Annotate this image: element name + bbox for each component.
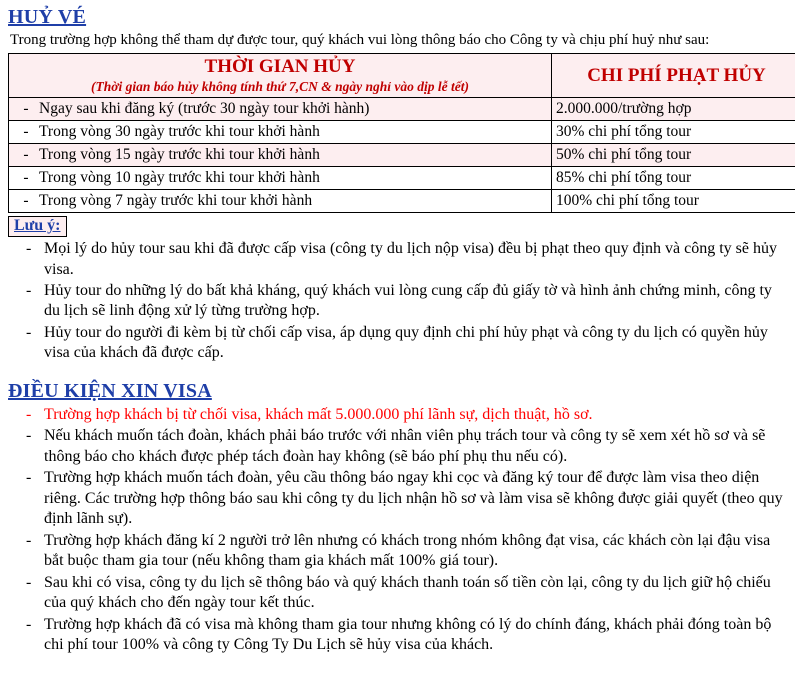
note-label: Lưu ý:	[14, 217, 61, 235]
cell-time	[9, 121, 552, 144]
cell-time	[9, 167, 552, 190]
row-dash: -	[23, 123, 29, 141]
cell-fee: 30% chi phí tổng tour	[552, 121, 795, 144]
cell-fee: 50% chi phí tổng tour	[552, 144, 795, 167]
list-item: - Mọi lý do hủy tour sau khi đã được cấp visa (công ty du lịch nộp visa) đều bị phạt theo quy định và công ty sẽ hủy visa.	[8, 239, 785, 280]
list-item: - Trường hợp khách muốn tách đoàn, yêu cầu thông báo ngay khi cọc và đăng ký tour để được làm visa theo diện riêng. Các trường hợp thông báo sau khi công ty du lịch nhận hồ sơ và làm visa sẽ không được giải quyết (theo quy định lãnh sự).	[8, 468, 785, 529]
list-item: - Trường hợp khách đăng kí 2 người trở lên nhưng có khách trong nhóm không đạt visa, các khách còn lại đậu visa bắt buộc tham gia tour (nếu không tham gia khách mất 100% giá tour).	[8, 531, 785, 572]
cell-fee: 2.000.000/trường hợp	[552, 98, 795, 121]
cell-time-text: Ngay sau khi đăng ký (trước 30 ngày tour khởi hành)	[39, 100, 370, 118]
visa-conditions-section	[8, 380, 785, 656]
column-header-time-sub: (Thời gian báo hủy không tính thứ 7,CN & ngày nghỉ vào dịp lễ tết)	[90, 78, 469, 94]
row-dash: -	[23, 100, 29, 118]
row-dash: -	[23, 192, 29, 210]
cell-time	[9, 144, 552, 167]
list-item: - Hủy tour do những lý do bất khả kháng, quý khách vui lòng cung cấp đủ giấy tờ và hình ảnh chứng minh, công ty du lịch sẽ linh động xử lý từng trường hợp.	[8, 281, 785, 322]
table-body	[9, 98, 795, 213]
cell-time	[9, 190, 552, 213]
cell-time-text: Trong vòng 30 ngày trước khi tour khởi hành	[39, 123, 320, 141]
table-row	[9, 121, 795, 144]
visa-condition-list	[8, 405, 785, 656]
cell-fee: 100% chi phí tổng tour	[552, 190, 795, 213]
list-item: - Trường hợp khách bị từ chối visa, khách mất 5.000.000 phí lãnh sự, dịch thuật, hồ sơ.	[8, 405, 785, 425]
cancellation-fee-table	[8, 53, 795, 213]
table-row	[9, 98, 795, 121]
list-item: - Nếu khách muốn tách đoàn, khách phải báo trước với nhân viên phụ trách tour và công ty sẽ xem xét hồ sơ và sẽ thông báo cho khách được phép tách đoàn hay không (sẽ báo phí phụ thu nếu có).	[8, 426, 785, 467]
column-header-time	[9, 54, 552, 98]
note-label-box	[8, 216, 67, 237]
page-title-visa: ĐIỀU KIỆN XIN VISA	[8, 379, 212, 402]
cell-fee: 85% chi phí tổng tour	[552, 167, 795, 190]
note-section	[8, 216, 785, 364]
page-title-cancellation: HUỶ VÉ	[8, 6, 87, 28]
list-item: - Sau khi có visa, công ty du lịch sẽ thông báo và quý khách thanh toán số tiền còn lại, công ty du lịch giữ hộ chiếu của quý khách cho đến ngày tour kết thúc.	[8, 573, 785, 614]
table-header-row	[9, 54, 795, 98]
table-header	[9, 54, 795, 98]
cell-time-text: Trong vòng 15 ngày trước khi tour khởi hành	[39, 146, 320, 164]
table-row	[9, 167, 795, 190]
list-item: - Hủy tour do người đi kèm bị từ chối cấp visa, áp dụng quy định chi phí hủy phạt và công ty du lịch có quyền hủy visa của khách đã được cấp.	[8, 323, 785, 364]
cell-time-text: Trong vòng 10 ngày trước khi tour khởi hành	[39, 169, 320, 187]
column-header-time-main: THỜI GIAN HỦY	[204, 56, 356, 77]
note-list	[8, 239, 785, 364]
table-row	[9, 144, 795, 167]
list-item: - Trường hợp khách đã có visa mà không tham gia tour nhưng không có lý do chính đáng, khách phải đóng toàn bộ chi phí tour 100% và công ty Công Ty Du Lịch sẽ hủy visa của khách.	[8, 615, 785, 656]
row-dash: -	[23, 169, 29, 187]
cell-time-text: Trong vòng 7 ngày trước khi tour khởi hành	[39, 192, 313, 210]
column-header-fee	[552, 54, 795, 98]
cell-time	[9, 98, 552, 121]
row-dash: -	[23, 146, 29, 164]
table-row	[9, 190, 795, 213]
column-header-fee-main: CHI PHÍ PHẠT HỦY	[587, 64, 766, 86]
cancellation-intro-text: Trong trường hợp không thể tham dự được tour, quý khách vui lòng thông báo cho Công ty và chịu phí huỷ như sau:	[10, 32, 710, 48]
